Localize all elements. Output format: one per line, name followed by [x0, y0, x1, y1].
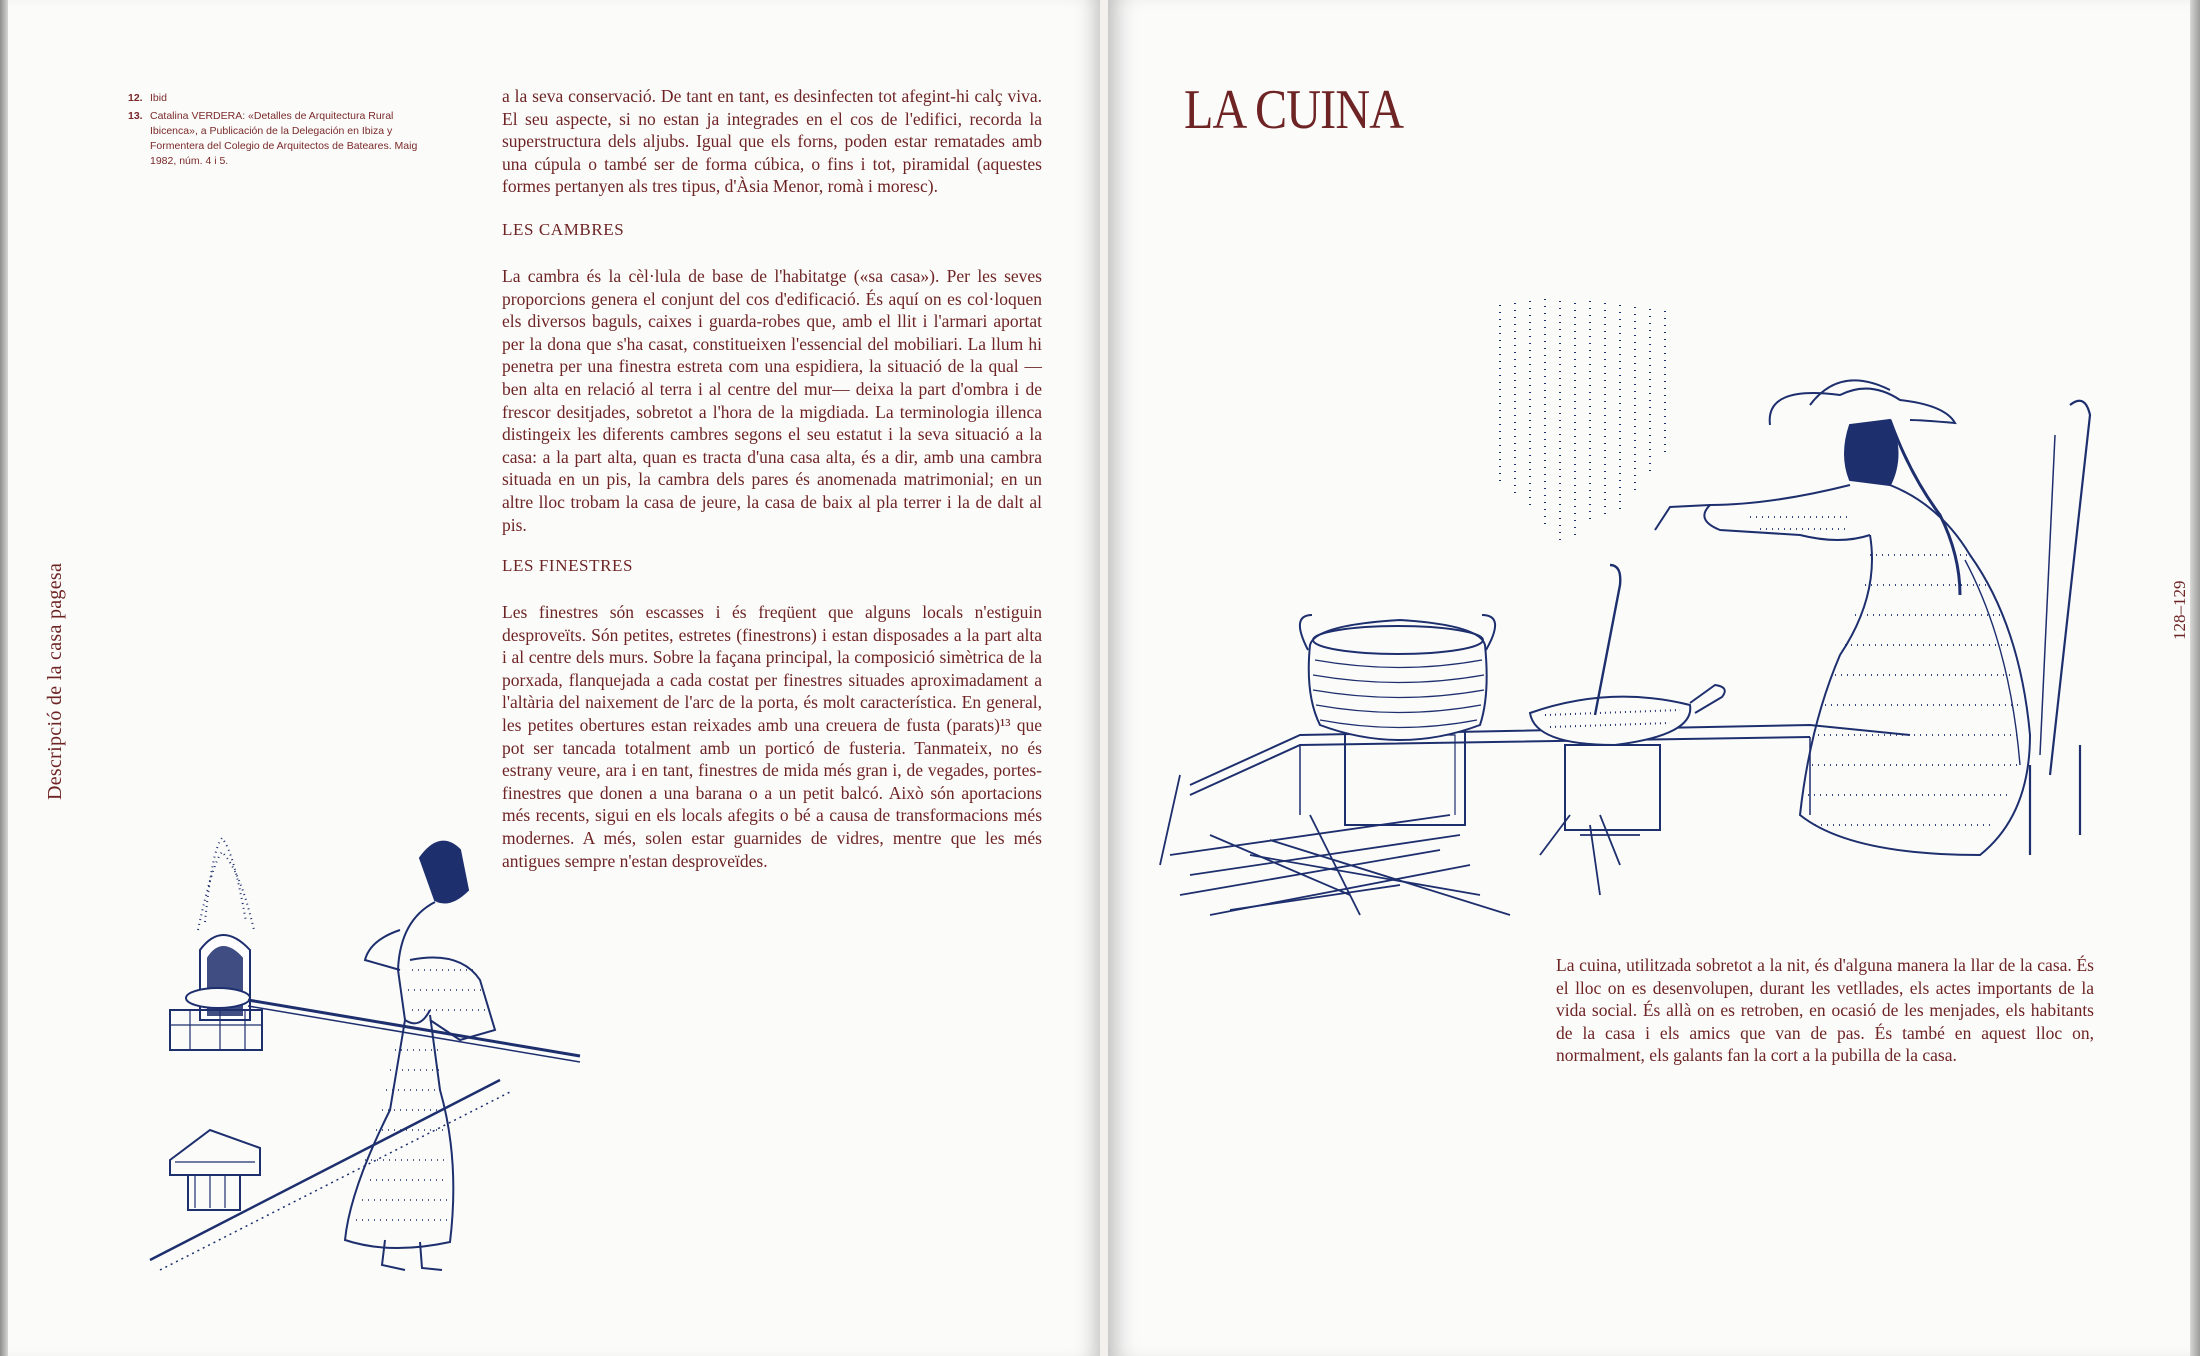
- chapter-title: LA CUINA: [1184, 79, 1404, 141]
- footnote-12: [128, 91, 418, 106]
- woman-cooking-illustration: [1150, 295, 2130, 935]
- kitchen-caption: [1556, 954, 2094, 1067]
- footnote-text: Catalina VERDERA: «Detalles de Arquitectura Rural Ibicenca», a Publicación de la Delegación en Ibiza y Formentera del Colegio de Arquitectos de Bateares. Maig 1982, núm. 4 i 5.: [150, 110, 418, 167]
- footnote-13: [128, 109, 418, 169]
- intro-paragraph: [502, 85, 1042, 198]
- cambres-text: La cambra és la cèl·lula de base de l'habitatge («sa casa»). Per les seves proporcions genera el conjunt del cos d'edificació. És aquí on es col·loquen els diversos baguls, caixes i guarda-robes que, amb el llit i l'armari aportat per la dona que s'ha casat, constitueixen l'essencial del mobiliari. La llum hi penetra per una finestra estreta com una espidiera, la situació de la qual —ben alta en relació al terra i al centre del mur— deixa la part d'ombra i de frescor desitjades, sobretot a l'hora de la migdiada. La terminologia illenca distingeix les diferents cambres segons el seu estatut i la seva situació a la casa: a la part alta, quan es tracta d'una casa alta, és a dir, amb una cambra situada en un pis, la cambra dels pares és anomenada matrimonial; en un altre lloc trobam la casa de jeure, la casa de baix al pla terrer i la de dalt al pis.: [502, 266, 1042, 535]
- woman-baking-bread-illustration: [150, 830, 620, 1280]
- paragraph-cambres: [502, 265, 1042, 536]
- folio-text: 128–129: [2170, 580, 2189, 640]
- caption-text: La cuina, utilitzada sobretot a la nit, és d'alguna manera la llar de la casa. És el lloc on es desenvolupen, durant les vetllades, els actes importants de la vida social. És allà on es retroben, en ocasió de les menjades, els habitants de la casa i els amics que van de pas. És també en aquest lloc on, normalment, els galants fan la cort a la pubilla de la casa.: [1556, 955, 2094, 1066]
- footnote-number: 12.: [128, 92, 143, 104]
- heading-cambres: LES CAMBRES: [502, 220, 625, 239]
- heading-finestres: LES FINESTRES: [502, 556, 634, 575]
- page-edge-right: [2190, 0, 2200, 1356]
- footnotes: [128, 91, 418, 172]
- footnote-number: 13.: [128, 110, 143, 122]
- page-edge-left: [0, 0, 8, 1356]
- finestres-text: Les finestres són escasses i és freqüent que alguns locals n'estiguin desproveïts. Són petites, estretes (finestrons) i estan disposades a la part alta i al centre dels murs. Sobre la façana principal, la composició simètrica de la porxada, flanquejada a cada costat per finestres situades aproximadament a l'altària del naixement de l'arc de la porta, és molt característica. En general, les petites obertures estan reixades amb una creuera de fusta (parats)¹³ que pot ser tancada totalment amb un porticó de fusteria. Tanmateix, no és estrany veure, ara i en tant, finestres de mida més gran i, de vegades, portes-finestres que donen a una barana o a un petit balcó. Això són aportacions més recents, sigui en els locals afegits o bé a causa de transformacions més modernes. A més, solen estar guarnides de vidres, mentre que les més antigues sempre n'estan desproveïdes.: [502, 602, 1042, 871]
- running-title-text: Descripció de la casa pagesa: [44, 562, 66, 800]
- footnote-text: Ibid: [150, 92, 167, 104]
- intro-text: a la seva conservació. De tant en tant, es desinfecten tot afegint-hi calç viva. El seu aspecte, si no estan ja integrades en el cos de l'edifici, recorda la superstructura dels aljubs. Igual que els forns, poden estar rematades amb una cúpula o també ser de forma cúbica, o fins i tot, piramidal (aquestes formes pertanyen als tres tipus, d'Àsia Menor, romà i moresc).: [502, 86, 1042, 197]
